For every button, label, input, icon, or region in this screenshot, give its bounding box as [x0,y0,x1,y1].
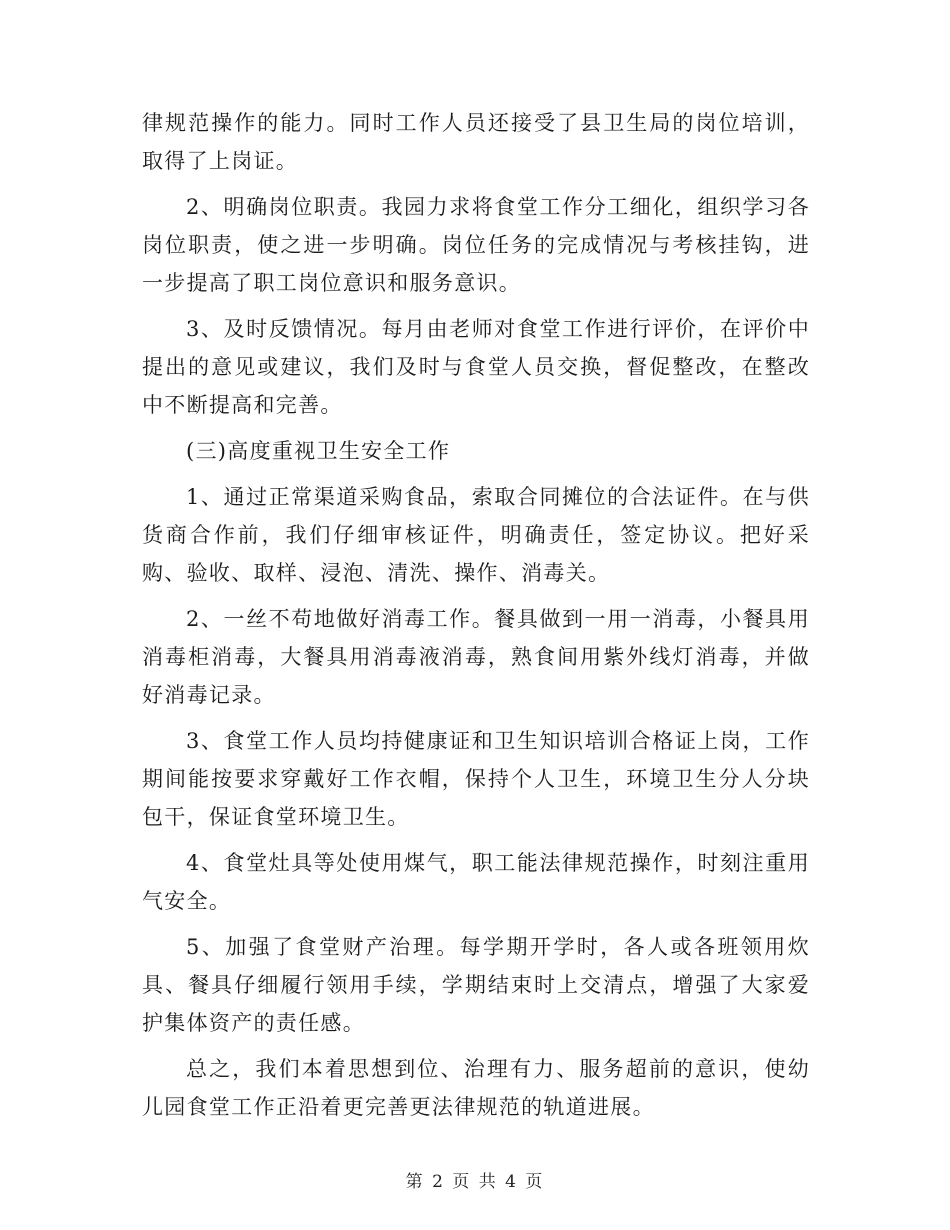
paragraph-continuation: 律规范操作的能力。同时工作人员还接受了县卫生局的岗位培训，取得了上岗证。 [142,111,810,173]
paragraph-disinfection: 2、一丝不苟地做好消毒工作。餐具做到一用一消毒，小餐具用消毒柜消毒，大餐具用消毒液消毒，熟食间用紫外线灯消毒，并做好消毒记录。 [142,607,810,707]
paragraph-property-management: 5、加强了食堂财产治理。每学期开学时，各人或各班领用炊具、餐具仔细履行领用手续，学期结束时上交清点，增强了大家爱护集体资产的责任感。 [142,935,810,1035]
paragraph-clarify-duties: 2、明确岗位职责。我园力求将食堂工作分工细化，组织学习各岗位职责，使之进一步明确。岗位任务的完成情况与考核挂钩，进一步提高了职工岗位意识和服务意识。 [142,195,810,295]
paragraph-staff-certification: 3、食堂工作人员均持健康证和卫生知识培训合格证上岗，工作期间能按要求穿戴好工作衣帽，保持个人卫生，环境卫生分人分块包干，保证食堂环境卫生。 [142,729,810,829]
paragraph-conclusion: 总之，我们本着思想到位、治理有力、服务超前的意识，使幼儿园食堂工作正沿着更完善更法律规范的轨道进展。 [142,1057,810,1119]
document-body [142,104,810,1126]
paragraph-timely-feedback: 3、及时反馈情况。每月由老师对食堂工作进行评价，在评价中提出的意见或建议，我们及时与食堂人员交换，督促整改，在整改中不断提高和完善。 [142,317,810,417]
paragraph-food-procurement: 1、通过正常渠道采购食品，索取合同摊位的合法证件。在与供货商合作前，我们仔细审核证件，明确责任，签定协议。把好采购、验收、取样、浸泡、清洗、操作、消毒关。 [142,485,810,585]
page-number-footer: 第 2 页 共 4 页 [405,1172,545,1192]
paragraph-gas-safety: 4、食堂灶具等处使用煤气，职工能法律规范操作，时刻注重用气安全。 [142,851,810,913]
section-heading-hygiene-safety: (三)高度重视卫生安全工作 [186,439,451,463]
